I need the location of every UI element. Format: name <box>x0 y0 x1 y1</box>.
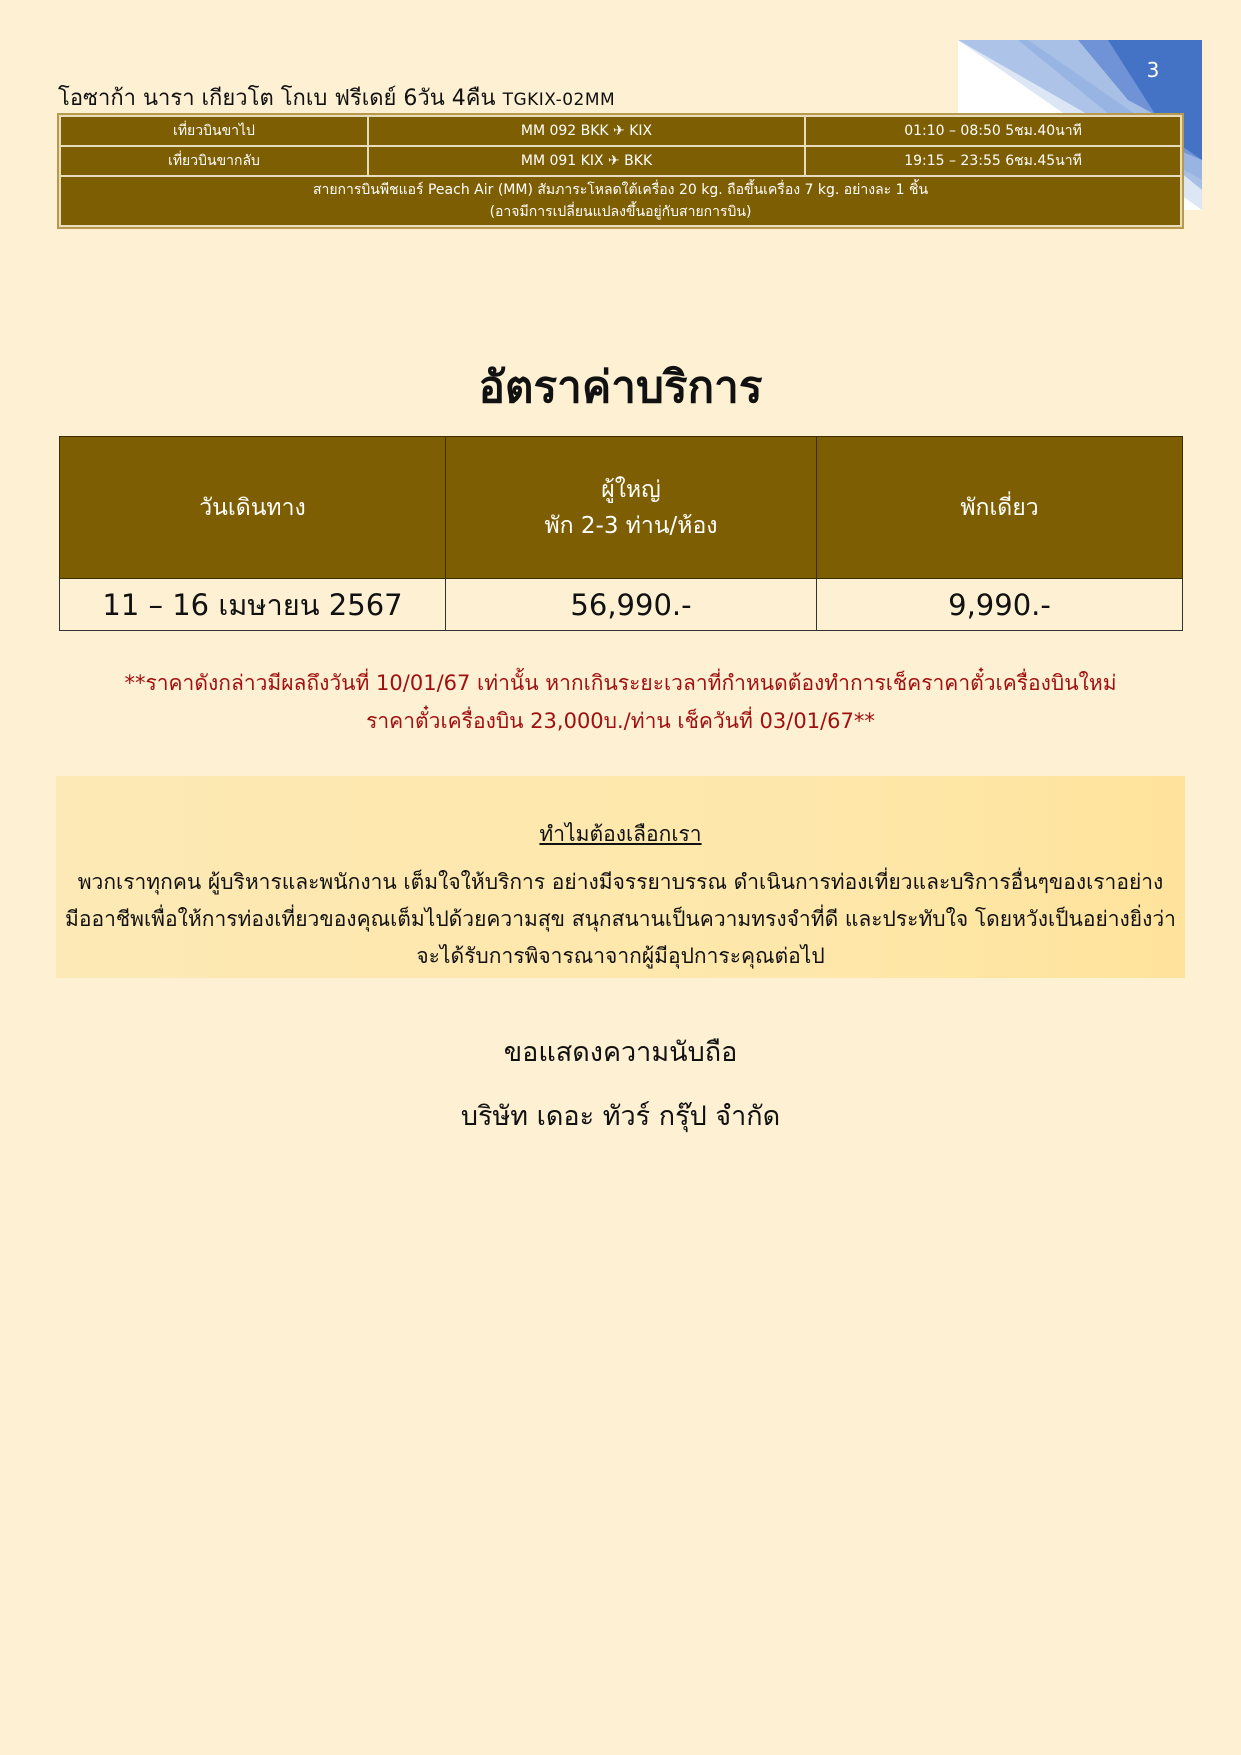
price-warning <box>0 664 1241 740</box>
why-us-line1: พวกเราทุกคน ผู้บริหารและพนักงาน เต็มใจให้บริการ อย่างมีจรรยาบรรณ ดำเนินการท่องเที่ยวและบริการอื่นๆของเราอย่าง <box>77 870 1164 894</box>
flight-note-line1: สายการบินพีชแอร์ Peach Air (MM) สัมภาระโหลดใต้เครื่อง 20 kg. ถือขึ้นเครื่อง 7 kg. อย่างละ 1 ชิ้น <box>312 182 929 198</box>
table-row <box>60 579 1183 631</box>
why-us-body <box>62 864 1179 975</box>
page-number: 3 <box>1146 58 1160 82</box>
header-date: วันเดินทาง <box>60 437 446 579</box>
header-adult <box>446 437 817 579</box>
closing-regards: ขอแสดงความนับถือ <box>503 1037 738 1068</box>
tour-title: โอซาก้า นารา เกียวโต โกเบ ฟรีเดย์ 6วัน 4คืน <box>58 86 496 111</box>
price-header-row <box>60 437 1183 579</box>
why-us-line3: จะได้รับการพิจารณาจากผู้มีอุปการะคุณต่อไป <box>416 944 825 968</box>
flight-row-return <box>60 146 1181 176</box>
warning-line1: **ราคาดังกล่าวมีผลถึงวันที่ 10/01/67 เท่านั้น หากเกินระยะเวลาที่กำหนดต้องทำการเช็คราคาตั๋วเครื่องบินใหม่ <box>124 671 1117 695</box>
return-flight: MM 091 KIX ✈ BKK <box>368 146 805 176</box>
header-single: พักเดี่ยว <box>817 437 1183 579</box>
document-header <box>58 80 615 115</box>
flight-table <box>59 115 1182 227</box>
flight-row-outbound <box>60 116 1181 146</box>
flight-note <box>60 176 1181 226</box>
company-name: บริษัท เดอะ ทัวร์ กรุ๊ป จำกัด <box>460 1101 781 1132</box>
row-date: 11 – 16 เมษายน 2567 <box>60 579 446 631</box>
row-single-price: 9,990.- <box>817 579 1183 631</box>
outbound-label: เที่ยวบินขาไป <box>60 116 368 146</box>
return-label: เที่ยวบินขากลับ <box>60 146 368 176</box>
flight-note-row <box>60 176 1181 226</box>
return-time: 19:15 – 23:55 6ชม.45นาที <box>805 146 1181 176</box>
header-adult-line1: ผู้ใหญ่ <box>601 476 661 503</box>
why-us-box <box>56 776 1185 978</box>
why-us-heading: ทำไมต้องเลือกเรา <box>539 822 702 846</box>
warning-line2: ราคาตั๋วเครื่องบิน 23,000บ./ท่าน เช็ควันที่ 03/01/67** <box>366 709 875 733</box>
outbound-time: 01:10 – 08:50 5ชม.40นาที <box>805 116 1181 146</box>
flight-note-line2: (อาจมีการเปลี่ยนแปลงขึ้นอยู่กับสายการบิน) <box>489 204 752 220</box>
tour-code: TGKIX-02MM <box>502 90 616 110</box>
rates-title: อัตราค่าบริการ <box>478 362 763 413</box>
outbound-flight: MM 092 BKK ✈ KIX <box>368 116 805 146</box>
price-table <box>59 436 1183 631</box>
why-us-line2: มีออาชีพเพื่อให้การท่องเที่ยวของคุณเต็มไปด้วยความสุข สนุกสนานเป็นความทรงจำที่ดี และประทับใจ โดยหวังเป็นอย่างยิ่งว่า <box>65 907 1176 931</box>
row-adult-price: 56,990.- <box>446 579 817 631</box>
header-adult-line2: พัก 2-3 ท่าน/ห้อง <box>544 512 718 539</box>
